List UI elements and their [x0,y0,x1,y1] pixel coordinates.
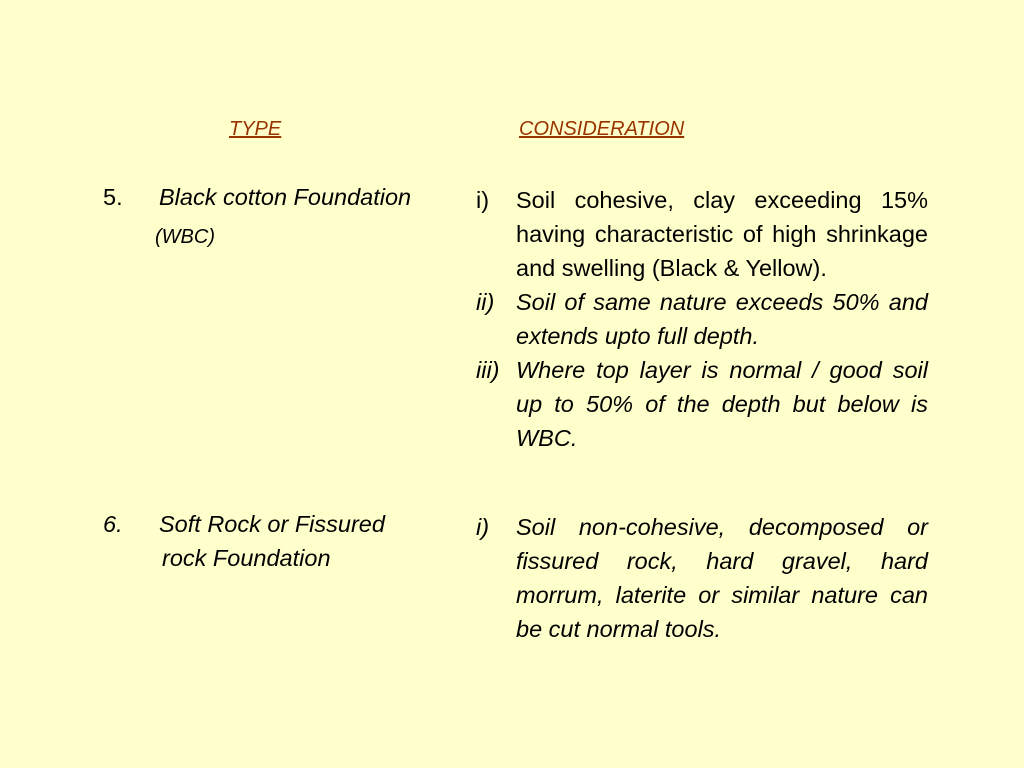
consideration-item [476,510,928,646]
row-5-type: Black cotton Foundation [159,184,412,210]
row-6-number: 6. [103,511,123,537]
type-column-header: TYPE [229,118,282,140]
consideration-column-header: CONSIDERATION [519,118,685,140]
consideration-text: Soil of same nature exceeds 50% and extends upto full depth. [516,289,928,349]
row-5-type-abbrev: (WBC) [155,226,215,248]
consideration-text: Soil non-cohesive, decomposed or fissured rock, hard gravel, hard morrum, laterite or similar nature can be cut normal tools. [516,514,928,642]
row-5-number: 5. [103,184,123,210]
row-5-considerations [476,183,928,455]
consideration-marker: ii) [476,289,495,315]
consideration-marker: i) [476,187,490,213]
consideration-item [476,183,928,285]
consideration-text: Where top layer is normal / good soil up to 50% of the depth but below is WBC. [516,357,928,451]
consideration-text: Soil cohesive, clay exceeding 15% having characteristic of high shrinkage and swelling (Black & Yellow). [516,187,928,281]
row-6-type: Soft Rock or Fissured [159,511,385,537]
consideration-marker: i) [476,514,490,540]
row-6-considerations [476,510,928,646]
row-6-type-line2: rock Foundation [162,545,331,571]
consideration-item [476,285,928,353]
consideration-item [476,353,928,455]
consideration-marker: iii) [476,357,500,383]
